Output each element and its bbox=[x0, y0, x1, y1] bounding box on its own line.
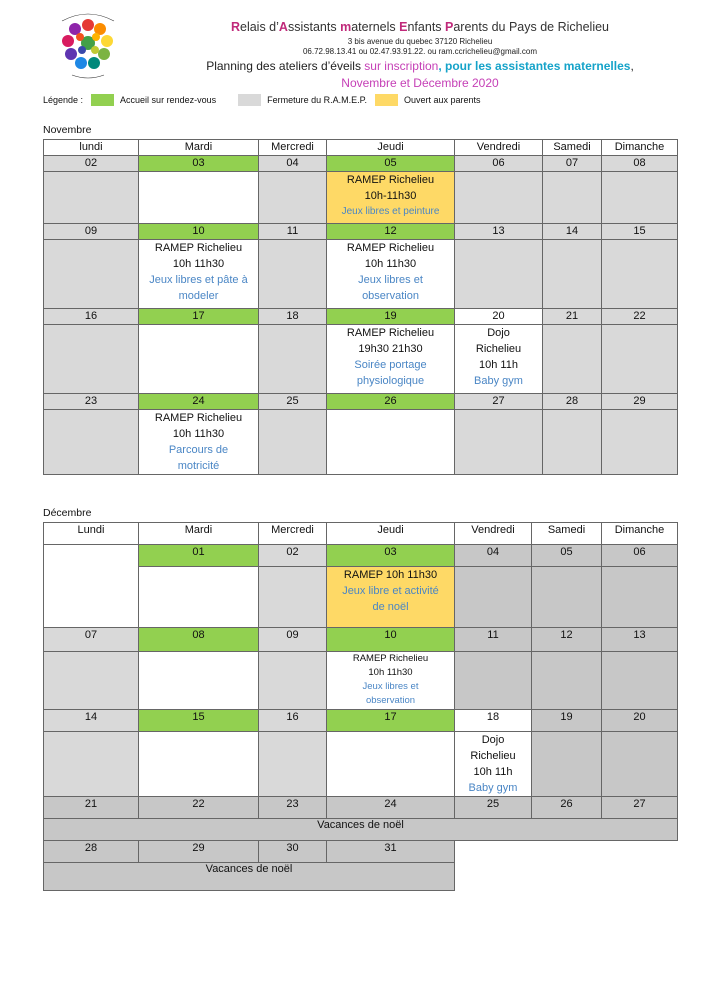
empty-cell bbox=[602, 172, 678, 224]
event-time: 10h 11h bbox=[479, 359, 518, 371]
empty-cell bbox=[139, 652, 259, 710]
event-time: 10h-11h30 bbox=[364, 190, 417, 202]
empty-cell bbox=[259, 172, 327, 224]
date-cell: 22 bbox=[139, 797, 259, 819]
header-title bbox=[140, 20, 700, 34]
november-label: Novembre bbox=[43, 124, 92, 136]
date-cell: 10 bbox=[327, 628, 455, 652]
event-cell bbox=[327, 240, 455, 309]
week-date-row bbox=[44, 841, 678, 863]
title-text: arents du Pays de Richelieu bbox=[453, 20, 610, 34]
event-activity: Jeux libres et observation bbox=[362, 681, 419, 706]
empty-cell bbox=[44, 545, 139, 628]
empty-cell bbox=[532, 567, 602, 628]
planning-subtitle bbox=[140, 59, 700, 73]
date-cell: 22 bbox=[602, 309, 678, 325]
day-header: Mercredi bbox=[259, 140, 327, 156]
day-header: Dimanche bbox=[602, 140, 678, 156]
empty-cell bbox=[543, 410, 602, 475]
day-header: Mardi bbox=[139, 523, 259, 545]
event-place: RAMEP Richelieu bbox=[346, 242, 435, 254]
legend-swatch-green bbox=[91, 94, 114, 106]
week-event-row bbox=[44, 325, 678, 394]
empty-cell bbox=[44, 325, 139, 394]
empty-cell bbox=[259, 410, 327, 475]
date-cell: 04 bbox=[259, 156, 327, 172]
empty-cell bbox=[44, 652, 139, 710]
event-activity: Jeux libres et peinture bbox=[341, 206, 440, 217]
empty-cell bbox=[543, 240, 602, 309]
date-cell: 15 bbox=[139, 710, 259, 732]
event-cell bbox=[455, 325, 543, 394]
empty-cell bbox=[259, 240, 327, 309]
event-place: Dojo Richelieu bbox=[470, 734, 516, 762]
date-cell: 14 bbox=[44, 710, 139, 732]
date-cell: 25 bbox=[455, 797, 532, 819]
date-cell: 02 bbox=[44, 156, 139, 172]
header-contacts: 06.72.98.13.41 ou 02.47.93.91.22. ou ram.ccrichelieu@gmail.com bbox=[302, 47, 538, 56]
days-header-row bbox=[44, 523, 678, 545]
event-time: 10h 11h30 bbox=[172, 428, 225, 440]
date-cell: 23 bbox=[259, 797, 327, 819]
planning-comma: , bbox=[630, 59, 634, 73]
date-cell: 07 bbox=[543, 156, 602, 172]
planning-inscription: sur inscription bbox=[360, 59, 439, 73]
event-time: 10h 11h30 bbox=[364, 258, 417, 270]
day-header: Lundi bbox=[44, 523, 139, 545]
date-cell: 27 bbox=[455, 394, 543, 410]
day-header: Jeudi bbox=[327, 523, 455, 545]
date-cell: 20 bbox=[455, 309, 543, 325]
event-place: RAMEP Richelieu bbox=[346, 174, 435, 186]
event-place: Dojo Richelieu bbox=[475, 327, 522, 355]
date-cell: 26 bbox=[327, 394, 455, 410]
planning-text: Planning des ateliers d’éveils bbox=[206, 59, 361, 73]
event-cell bbox=[327, 652, 455, 710]
title-text: elais d’ bbox=[240, 20, 279, 34]
december-label: Décembre bbox=[43, 507, 92, 519]
date-cell: 28 bbox=[543, 394, 602, 410]
date-cell: 18 bbox=[259, 309, 327, 325]
empty-cell bbox=[327, 410, 455, 475]
date-cell: 12 bbox=[327, 224, 455, 240]
title-initial: R bbox=[230, 20, 240, 34]
date-cell: 05 bbox=[327, 156, 455, 172]
legend-item-appointment: Accueil sur rendez-vous bbox=[120, 95, 217, 105]
event-place: RAMEP 10h 11h30 bbox=[343, 569, 438, 581]
day-header: lundi bbox=[44, 140, 139, 156]
week-event-row bbox=[44, 410, 678, 475]
date-cell: 15 bbox=[602, 224, 678, 240]
planning-target: , pour les assistantes maternelles bbox=[438, 59, 631, 73]
date-cell: 12 bbox=[532, 628, 602, 652]
empty-cell bbox=[44, 240, 139, 309]
legend-item-closed: Fermeture du R.A.M.E.P. bbox=[267, 95, 367, 105]
november-calendar bbox=[43, 139, 678, 475]
empty-cell bbox=[139, 567, 259, 628]
days-header-row bbox=[44, 140, 678, 156]
date-cell: 16 bbox=[44, 309, 139, 325]
empty-cell bbox=[259, 652, 327, 710]
week-event-row bbox=[44, 732, 678, 797]
date-cell: 24 bbox=[327, 797, 455, 819]
empty-cell bbox=[327, 732, 455, 797]
empty-cell bbox=[602, 567, 678, 628]
week-date-row bbox=[44, 394, 678, 410]
date-cell: 09 bbox=[259, 628, 327, 652]
event-activity: Baby gym bbox=[468, 782, 518, 794]
header-address: 3 bis avenue du quebec 37120 Richelieu bbox=[347, 37, 493, 46]
event-cell bbox=[139, 240, 259, 309]
date-cell: 29 bbox=[602, 394, 678, 410]
december-calendar bbox=[43, 522, 678, 891]
date-cell: 31 bbox=[327, 841, 455, 863]
vacation-row bbox=[44, 819, 678, 841]
empty-cell bbox=[44, 410, 139, 475]
date-cell: 11 bbox=[259, 224, 327, 240]
week-date-row bbox=[44, 224, 678, 240]
event-place: RAMEP Richelieu bbox=[154, 412, 243, 424]
empty-cell bbox=[455, 567, 532, 628]
day-header: Vendredi bbox=[455, 140, 543, 156]
date-cell: 13 bbox=[602, 628, 678, 652]
week-date-row bbox=[44, 797, 678, 819]
event-cell bbox=[327, 172, 455, 224]
week-date-row bbox=[44, 156, 678, 172]
date-cell: 29 bbox=[139, 841, 259, 863]
event-time: 19h30 21h30 bbox=[358, 343, 423, 355]
empty-cell bbox=[259, 325, 327, 394]
date-cell: 17 bbox=[327, 710, 455, 732]
empty-cell bbox=[44, 172, 139, 224]
event-activity: Baby gym bbox=[474, 375, 523, 387]
title-text: ssistants bbox=[287, 20, 341, 34]
date-cell: 07 bbox=[44, 628, 139, 652]
title-initial: A bbox=[278, 20, 288, 34]
empty-cell bbox=[602, 732, 678, 797]
event-time: 10h 11h30 bbox=[172, 258, 225, 270]
empty-cell bbox=[602, 652, 678, 710]
empty-cell bbox=[139, 325, 259, 394]
event-place: RAMEP Richelieu bbox=[352, 653, 429, 664]
title-initial: P bbox=[445, 20, 454, 34]
date-cell: 03 bbox=[139, 156, 259, 172]
vacation-label: Vacances de noël bbox=[44, 863, 455, 891]
date-cell: 08 bbox=[602, 156, 678, 172]
date-cell: 14 bbox=[543, 224, 602, 240]
empty-cell bbox=[259, 732, 327, 797]
event-cell bbox=[455, 732, 532, 797]
date-cell: 26 bbox=[532, 797, 602, 819]
week-date-row bbox=[44, 710, 678, 732]
date-cell: 04 bbox=[455, 545, 532, 567]
date-cell: 02 bbox=[259, 545, 327, 567]
empty-cell bbox=[455, 652, 532, 710]
vacation-label: Vacances de noël bbox=[44, 819, 678, 841]
date-cell: 19 bbox=[532, 710, 602, 732]
date-cell: 06 bbox=[455, 156, 543, 172]
empty-cell bbox=[139, 172, 259, 224]
blank-area bbox=[455, 863, 678, 891]
legend-swatch-yellow bbox=[375, 94, 398, 106]
date-cell: 11 bbox=[455, 628, 532, 652]
empty-cell bbox=[543, 325, 602, 394]
date-cell: 24 bbox=[139, 394, 259, 410]
date-cell: 25 bbox=[259, 394, 327, 410]
date-cell: 10 bbox=[139, 224, 259, 240]
week-event-row bbox=[44, 652, 678, 710]
legend-swatch-grey bbox=[238, 94, 261, 106]
empty-cell bbox=[602, 240, 678, 309]
empty-cell bbox=[532, 732, 602, 797]
date-cell: 30 bbox=[259, 841, 327, 863]
date-cell: 13 bbox=[455, 224, 543, 240]
week-date-row bbox=[44, 628, 678, 652]
event-place: RAMEP Richelieu bbox=[346, 327, 435, 339]
date-cell: 20 bbox=[602, 710, 678, 732]
event-place: RAMEP Richelieu bbox=[154, 242, 243, 254]
day-header: Dimanche bbox=[602, 523, 678, 545]
vacation-row bbox=[44, 863, 678, 891]
empty-cell bbox=[455, 410, 543, 475]
week-date-row bbox=[44, 309, 678, 325]
title-initial: E bbox=[399, 20, 408, 34]
event-activity: Jeux libres et pâte à modeler bbox=[149, 274, 248, 302]
date-cell: 16 bbox=[259, 710, 327, 732]
blank-area bbox=[455, 841, 678, 863]
empty-cell bbox=[532, 652, 602, 710]
empty-cell bbox=[455, 240, 543, 309]
legend-item-parents: Ouvert aux parents bbox=[403, 95, 481, 105]
empty-cell bbox=[602, 325, 678, 394]
event-cell bbox=[327, 567, 455, 628]
event-activity: Soirée portage physiologique bbox=[354, 359, 427, 387]
event-cell bbox=[139, 410, 259, 475]
event-activity: Jeux libre et activité de noël bbox=[342, 585, 439, 613]
date-cell: 01 bbox=[139, 545, 259, 567]
legend-label: Légende : bbox=[43, 95, 84, 105]
planning-dates: Novembre et Décembre 2020 bbox=[341, 76, 499, 90]
date-cell: 21 bbox=[44, 797, 139, 819]
date-cell: 19 bbox=[327, 309, 455, 325]
event-time: 10h 11h bbox=[473, 766, 513, 778]
date-cell: 08 bbox=[139, 628, 259, 652]
event-cell bbox=[327, 325, 455, 394]
week-event-row bbox=[44, 240, 678, 309]
title-initial: m bbox=[340, 20, 352, 34]
date-cell: 18 bbox=[455, 710, 532, 732]
day-header: Samedi bbox=[532, 523, 602, 545]
empty-cell bbox=[455, 172, 543, 224]
empty-cell bbox=[543, 172, 602, 224]
date-cell: 03 bbox=[327, 545, 455, 567]
day-header: Jeudi bbox=[327, 140, 455, 156]
event-time: 10h 11h30 bbox=[368, 667, 413, 678]
empty-cell bbox=[259, 567, 327, 628]
day-header: Samedi bbox=[543, 140, 602, 156]
day-header: Vendredi bbox=[455, 523, 532, 545]
date-cell: 21 bbox=[543, 309, 602, 325]
day-header: Mardi bbox=[139, 140, 259, 156]
date-cell: 09 bbox=[44, 224, 139, 240]
legend bbox=[43, 93, 481, 107]
week-event-row bbox=[44, 567, 678, 628]
empty-cell bbox=[44, 732, 139, 797]
date-cell: 28 bbox=[44, 841, 139, 863]
week-event-row bbox=[44, 172, 678, 224]
title-text: aternels bbox=[351, 20, 400, 34]
week-date-row bbox=[44, 545, 678, 567]
ramep-logo bbox=[48, 5, 128, 85]
event-activity: Jeux libres et observation bbox=[358, 274, 423, 302]
date-cell: 27 bbox=[602, 797, 678, 819]
empty-cell bbox=[602, 410, 678, 475]
date-cell: 05 bbox=[532, 545, 602, 567]
date-cell: 06 bbox=[602, 545, 678, 567]
event-activity: Parcours de motricité bbox=[168, 444, 229, 472]
day-header: Mercredi bbox=[259, 523, 327, 545]
date-cell: 23 bbox=[44, 394, 139, 410]
title-text: nfants bbox=[407, 20, 446, 34]
date-cell: 17 bbox=[139, 309, 259, 325]
empty-cell bbox=[139, 732, 259, 797]
